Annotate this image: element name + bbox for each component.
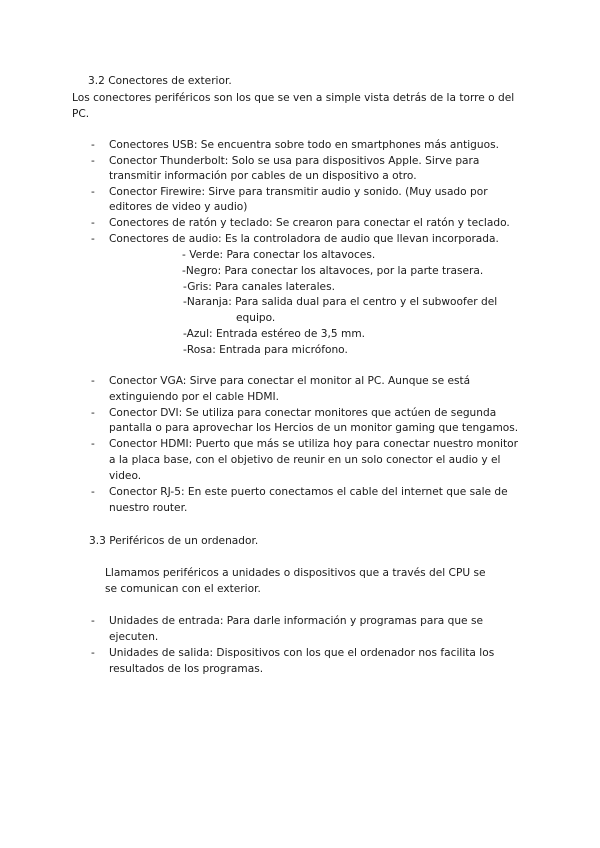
list-item-cont: editores de video y audio) <box>109 201 248 213</box>
section-heading: 3.3 Periféricos de un ordenador. <box>89 535 259 547</box>
audio-color-item: -Rosa: Entrada para micrófono. <box>183 344 348 356</box>
bullet-dash: - <box>91 438 95 450</box>
list-item-cont: extinguiendo por el cable HDMI. <box>109 391 279 403</box>
intro-line: Llamamos periféricos a unidades o dispositivos que a través del CPU se <box>105 567 486 579</box>
intro-line: se comunican con el exterior. <box>105 583 261 595</box>
audio-color-item: -Gris: Para canales laterales. <box>183 281 335 293</box>
intro-line: Los conectores periféricos son los que se ven a simple vista detrás de la torre o del <box>72 92 515 104</box>
list-item-cont: video. <box>109 470 142 482</box>
audio-color-item: -Azul: Entrada estéreo de 3,5 mm. <box>183 328 366 340</box>
audio-color-item: -Negro: Para conectar los altavoces, por la parte trasera. <box>182 265 484 277</box>
audio-color-item: - Verde: Para conectar los altavoces. <box>182 249 376 261</box>
list-item: Unidades de entrada: Para darle información y programas para que se <box>109 615 483 627</box>
list-item-cont: resultados de los programas. <box>109 663 264 675</box>
list-item: Conectores de ratón y teclado: Se crearon para conectar el ratón y teclado. <box>109 217 510 229</box>
list-item: Conectores USB: Se encuentra sobre todo en smartphones más antiguos. <box>109 139 499 151</box>
bullet-dash: - <box>91 407 95 419</box>
intro-line: PC. <box>72 108 90 120</box>
list-item: Conector Firewire: Sirve para transmitir audio y sonido. (Muy usado por <box>109 186 488 198</box>
bullet-dash: - <box>91 186 95 198</box>
list-item: Conector RJ-5: En este puerto conectamos el cable del internet que sale de <box>109 486 508 498</box>
bullet-dash: - <box>91 615 95 627</box>
bullet-dash: - <box>91 233 95 245</box>
bullet-dash: - <box>91 647 95 659</box>
list-item-cont: ejecuten. <box>109 631 159 643</box>
section-heading: 3.2 Conectores de exterior. <box>88 75 232 87</box>
list-item: Conector Thunderbolt: Solo se usa para dispositivos Apple. Sirve para <box>109 155 480 167</box>
list-item: Conector HDMI: Puerto que más se utiliza hoy para conectar nuestro monitor <box>109 438 518 450</box>
list-item-cont: a la placa base, con el objetivo de reunir en un solo conector el audio y el <box>109 454 501 466</box>
list-item-cont: pantalla o para aprovechar los Hercios de un monitor gaming que tengamos. <box>109 422 519 434</box>
audio-color-item: -Naranja: Para salida dual para el centro y el subwoofer del <box>183 296 498 308</box>
list-item: Unidades de salida: Dispositivos con los que el ordenador nos facilita los <box>109 647 495 659</box>
list-item: Conector VGA: Sirve para conectar el monitor al PC. Aunque se está <box>109 375 471 387</box>
bullet-dash: - <box>91 486 95 498</box>
bullet-dash: - <box>91 155 95 167</box>
bullet-dash: - <box>91 375 95 387</box>
bullet-dash: - <box>91 139 95 151</box>
list-item: Conector DVI: Se utiliza para conectar monitores que actúen de segunda <box>109 407 497 419</box>
bullet-dash: - <box>91 217 95 229</box>
list-item-cont: nuestro router. <box>109 502 188 514</box>
list-item: Conectores de audio: Es la controladora de audio que llevan incorporada. <box>109 233 499 245</box>
audio-color-item-cont: equipo. <box>236 312 276 324</box>
list-item-cont: transmitir información por cables de un dispositivo a otro. <box>109 170 417 182</box>
